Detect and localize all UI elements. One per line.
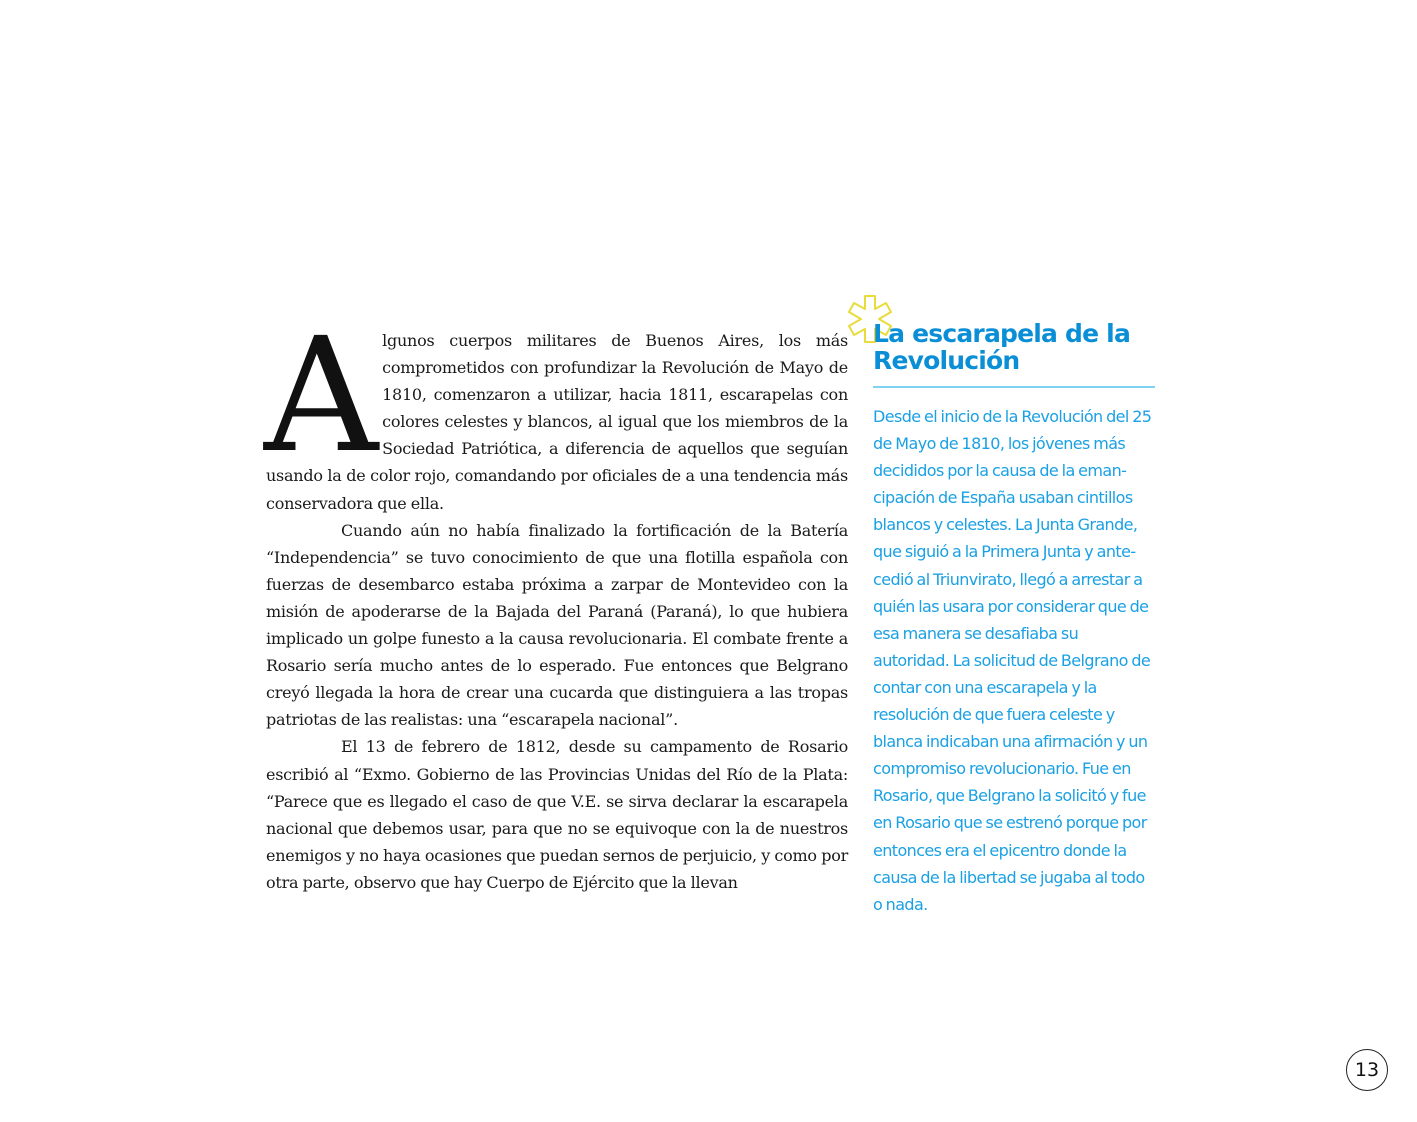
sidebar-box <box>873 320 1157 918</box>
article-paragraph-2: Cuando aún no había finalizado la fortificación de la Batería “Independencia” se tuvo conocimiento de que una flotilla española con fuerzas de desembarco estaba próxima a zarpar de Montevideo con la misión de apoderarse de la Bajada del Paraná (Paraná), lo que hubiera implicado un golpe funesto a la causa revolucionaria. El combate frente a Rosario sería mucho antes de lo esperado. Fue entonces que Belgrano creyó llegada la hora de crear una cucarda que distinguiera a las tropas patriotas de las realistas: una “escarapela nacional”. <box>266 520 848 730</box>
main-article <box>264 304 848 896</box>
article-paragraph-3: El 13 de febrero de 1812, desde su campamento de Rosario escribió al “Exmo. Gobierno de las Provincias Unidas del Río de la Plata: “Parece que es llegado el caso de que V.E. se sirva declarar la escarapela nacional que debemos usar, para que no se equivoque con la de nuestros enemigos y no haya ocasiones que puedan sernos de perjuicio, y como por otra parte, observo que hay Cuerpo de Ejército que la llevan <box>266 737 848 892</box>
drop-cap: A <box>264 304 379 488</box>
paragraph-1-text: lgunos cuerpos militares de Buenos Aires, los más comprometidos con profundizar la Revolución de Mayo de 1810, comenzaron a utilizar, hacia 1811, escarapelas con colores celestes y blancos, al igual que los miembros de la Sociedad Patriótica, a diferencia de aquellos que seguían usando la de color rojo, comandando por oficiales de a una tendencia más conservadora que ella. <box>266 331 848 513</box>
page-number: 13 <box>1346 1049 1388 1091</box>
article-paragraph-1 <box>264 304 848 517</box>
sidebar-title: La escarapela de la Revolución <box>873 319 1131 375</box>
sidebar-divider <box>873 386 1155 388</box>
sidebar-body: Desde el inicio de la Revolución del 25 de Mayo de 1810, los jóvenes más decididos por la causa de la emancipación de España usaban cintillos blancos y celestes. La Junta Grande, que siguió a la Primera Junta y antecedió al Triunvirato, llegó a arrestar a quién las usara por considerar que de esa manera se desafiaba su autoridad. La solicitud de Belgrano de contar con una escarapela y la resolución de que fuera celeste y blanca indicaban una afirmación y un compromiso revolucionario. Fue en Rosario, que Belgrano la solicitó y fue en Rosario que se estrenó porque por entonces era el epicentro donde la causa de la libertad se jugaba al todo o nada. <box>873 407 1152 914</box>
